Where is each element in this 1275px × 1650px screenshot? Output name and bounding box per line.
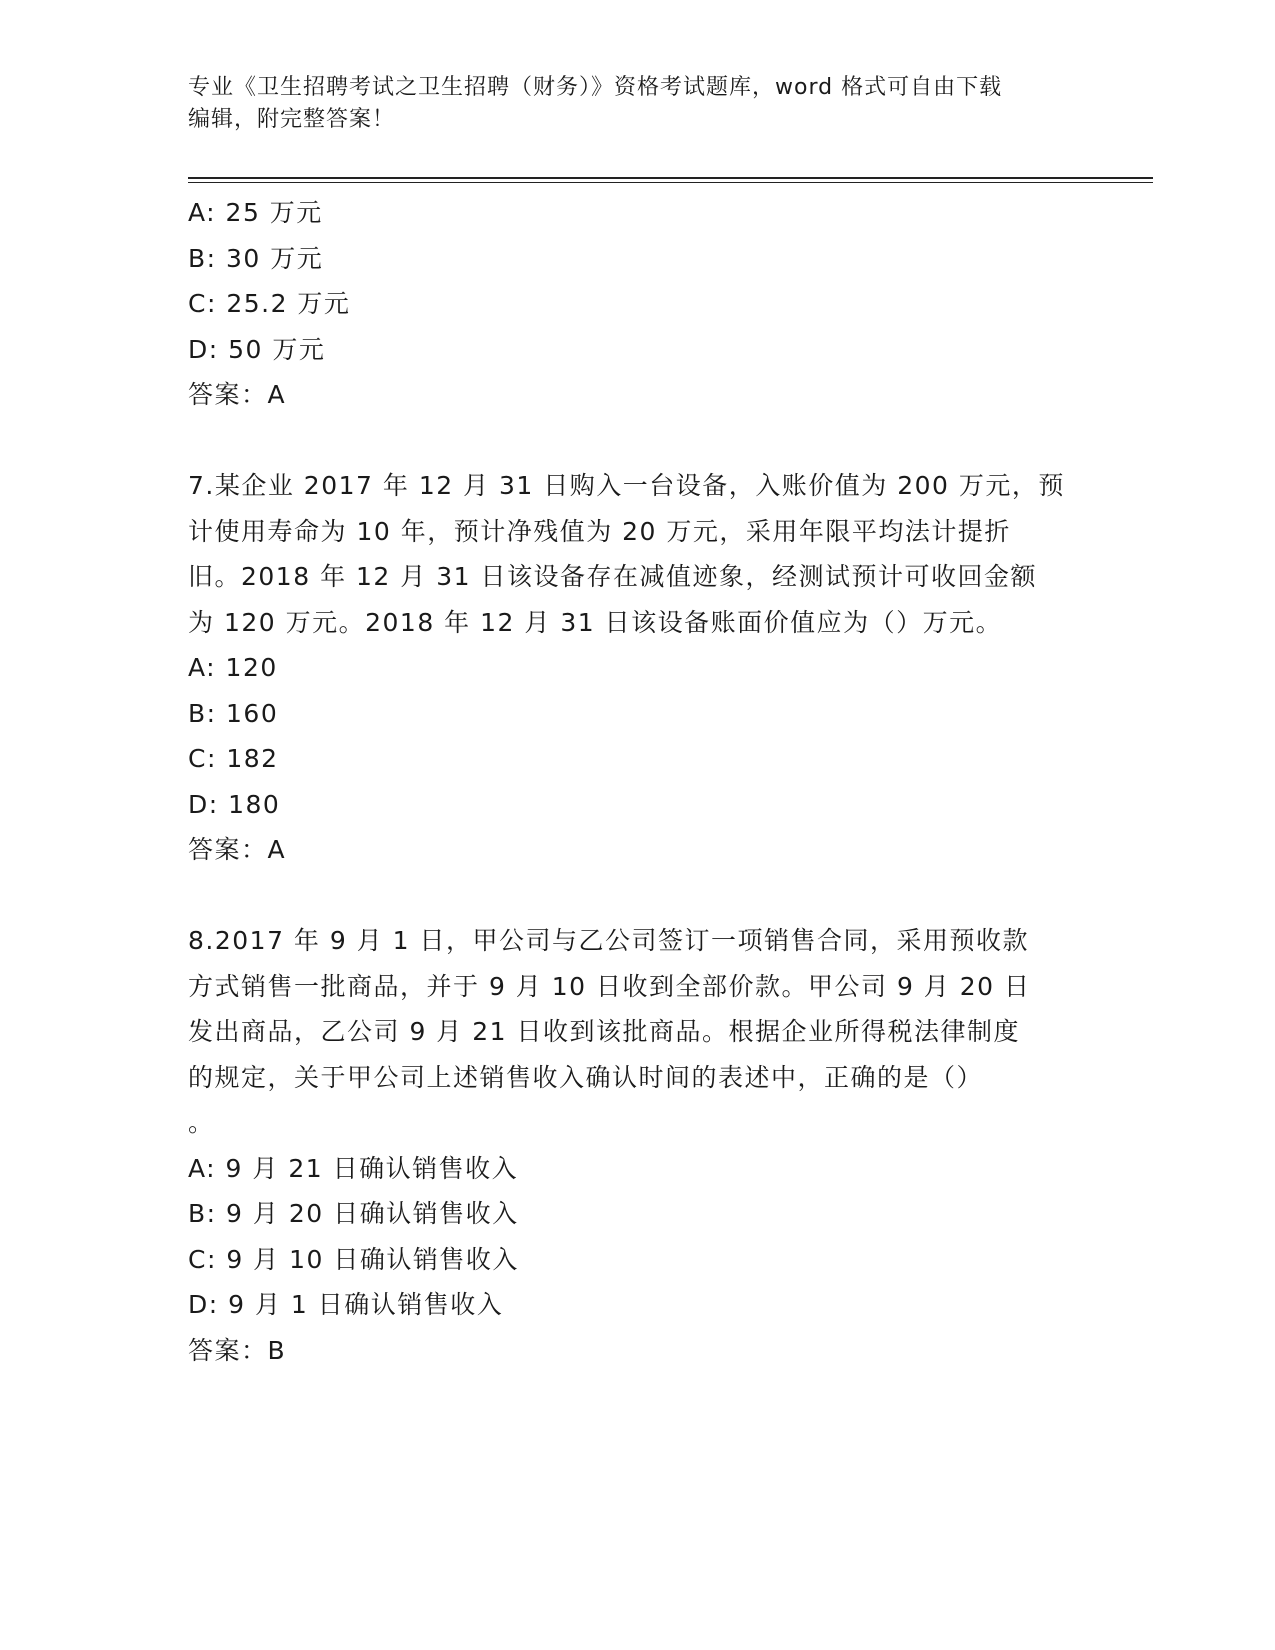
question-text-line: 旧。2018 年 12 月 31 日该设备存在减值迹象，经测试预计可收回金额 xyxy=(188,562,1037,591)
option-c: C: 25.2 万元 xyxy=(188,289,351,318)
option-d: D: 180 xyxy=(188,789,281,819)
document-header xyxy=(188,72,1088,136)
spacer xyxy=(188,873,1088,919)
question-text-line: 7.某企业 2017 年 12 月 31 日购入一台设备，入账价值为 200 万元，预 xyxy=(188,471,1065,500)
option-a: A: 25 万元 xyxy=(188,198,323,227)
header-rule-thick xyxy=(188,177,1153,179)
header-line-2: 编辑，附完整答案！ xyxy=(188,107,396,132)
spacer xyxy=(188,418,1088,464)
question-text-line: 。 xyxy=(188,1108,215,1137)
question-text-line: 为 120 万元。2018 年 12 月 31 日该设备账面价值应为（）万元。 xyxy=(188,607,1003,637)
option-d: D: 50 万元 xyxy=(188,334,326,364)
answer: 答案：B xyxy=(188,1335,287,1365)
question-text-line: 8.2017 年 9 月 1 日，甲公司与乙公司签订一项销售合同，采用预收款 xyxy=(188,926,1030,955)
option-a: A: 120 xyxy=(188,653,278,682)
question-text-line: 发出商品，乙公司 9 月 21 日收到该批商品。根据企业所得税法律制度 xyxy=(188,1017,1021,1046)
question-6 xyxy=(188,190,1088,418)
header-line-1: 专业《卫生招聘考试之卫生招聘（财务）》资格考试题库，word 格式可自由下载 xyxy=(188,75,1003,100)
answer: 答案：A xyxy=(188,380,287,409)
header-rule-thin xyxy=(188,182,1153,183)
option-b: B: 30 万元 xyxy=(188,243,324,273)
option-a: A: 9 月 21 日确认销售收入 xyxy=(188,1153,519,1183)
option-d: D: 9 月 1 日确认销售收入 xyxy=(188,1290,504,1319)
question-text-line: 方式销售一批商品，并于 9 月 10 日收到全部价款。甲公司 9 月 20 日 xyxy=(188,971,1031,1001)
question-text-line: 计使用寿命为 10 年，预计净残值为 20 万元，采用年限平均法计提折 xyxy=(188,516,1011,546)
question-8 xyxy=(188,918,1088,1373)
option-c: C: 9 月 10 日确认销售收入 xyxy=(188,1244,519,1274)
question-7 xyxy=(188,463,1088,873)
option-b: B: 9 月 20 日确认销售收入 xyxy=(188,1199,519,1228)
question-list xyxy=(188,190,1088,1373)
answer: 答案：A xyxy=(188,835,287,864)
option-b: B: 160 xyxy=(188,698,279,728)
question-text-line: 的规定，关于甲公司上述销售收入确认时间的表述中，正确的是（） xyxy=(188,1062,984,1092)
option-c: C: 182 xyxy=(188,744,279,773)
